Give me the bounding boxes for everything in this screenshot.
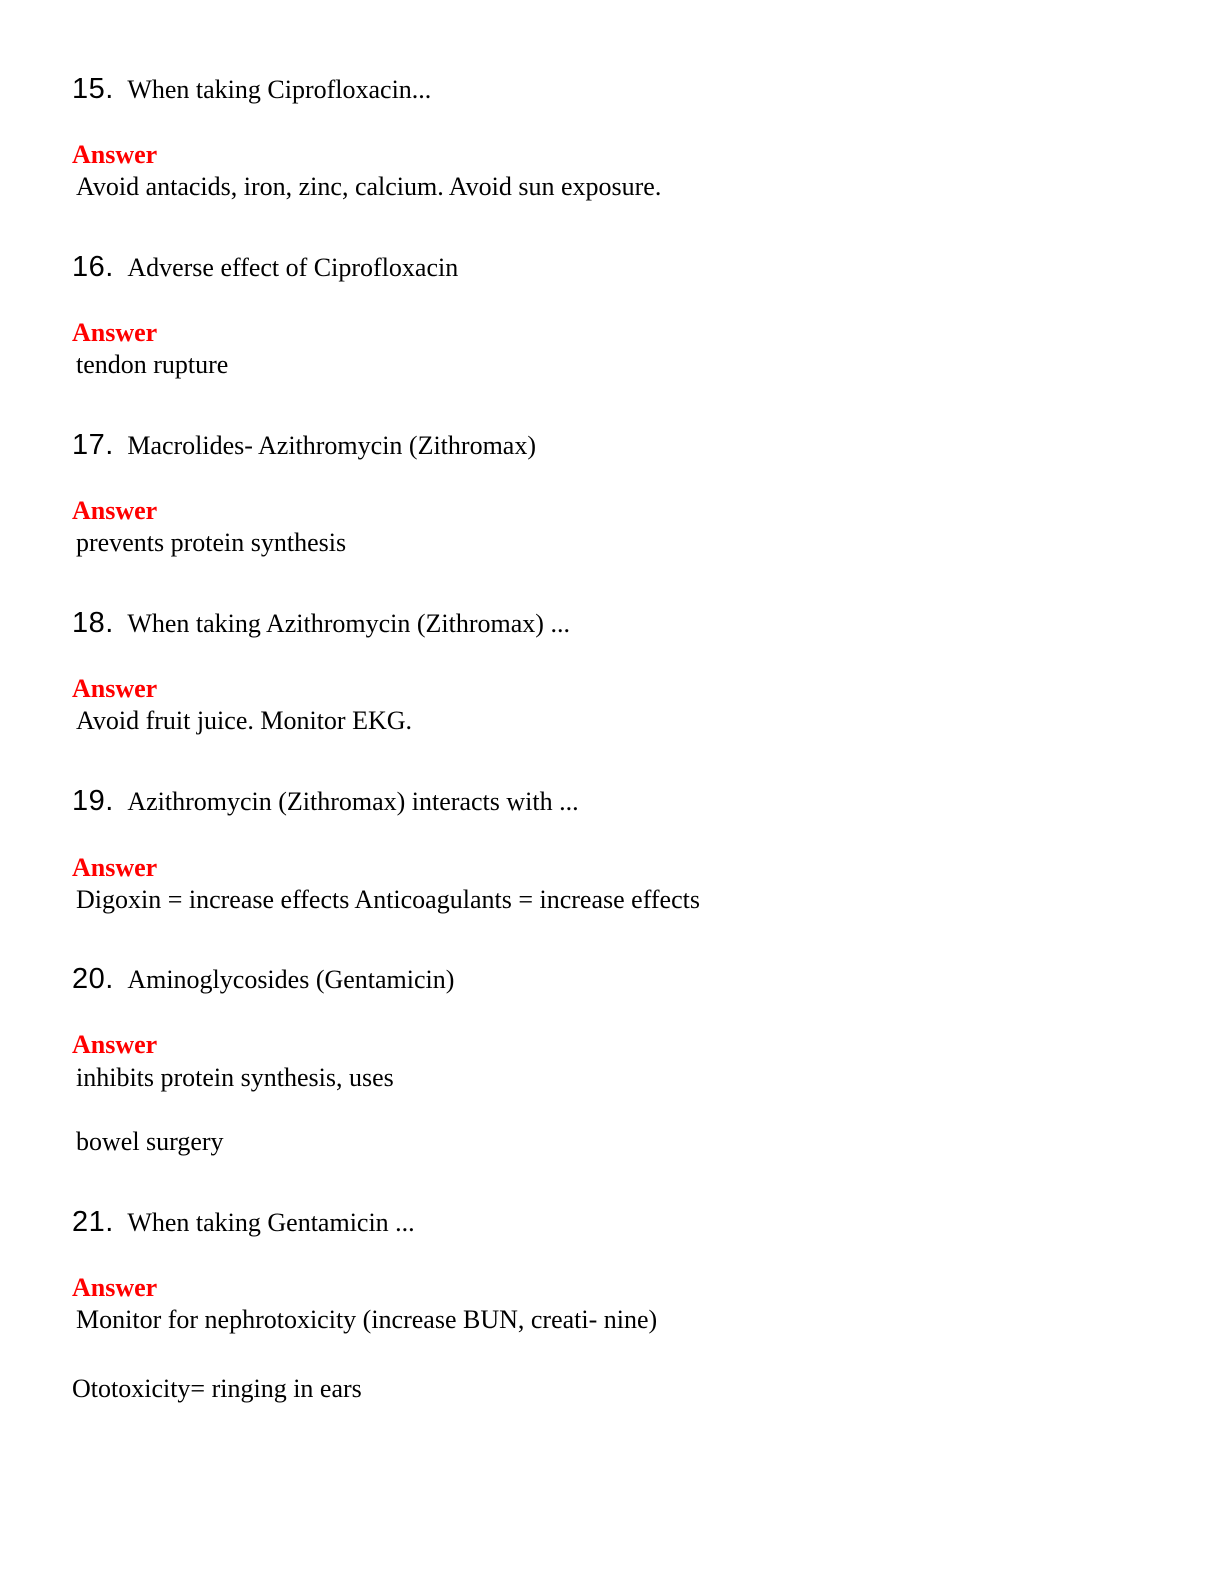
question-text: Macrolides- Azithromycin (Zithromax) bbox=[127, 431, 536, 460]
answer-text-continued: bowel surgery bbox=[76, 1127, 224, 1156]
question-text: When taking Azithromycin (Zithromax) ... bbox=[127, 609, 570, 638]
question-20 bbox=[72, 963, 454, 1003]
answer-text: Digoxin = increase effects Anticoagulants = increase effects bbox=[76, 885, 700, 914]
question-number: 17 bbox=[72, 429, 106, 461]
question-16 bbox=[72, 251, 458, 291]
question-21 bbox=[72, 1206, 415, 1246]
question-text: Aminoglycosides (Gentamicin) bbox=[127, 965, 455, 994]
question-18 bbox=[72, 607, 570, 647]
question-number-dot: . bbox=[105, 73, 114, 105]
question-number: 20 bbox=[72, 963, 106, 995]
question-number-dot: . bbox=[105, 1206, 114, 1238]
answer-text-continued: Ototoxicity= ringing in ears bbox=[72, 1374, 362, 1403]
question-number: 21 bbox=[72, 1206, 106, 1238]
question-text: Azithromycin (Zithromax) interacts with ... bbox=[127, 787, 579, 816]
answer-label: Answer bbox=[72, 853, 158, 882]
question-number-dot: . bbox=[105, 251, 114, 283]
question-text: When taking Gentamicin ... bbox=[127, 1208, 415, 1237]
question-number-dot: . bbox=[105, 607, 114, 639]
question-number: 16 bbox=[72, 251, 106, 283]
answer-text: Avoid antacids, iron, zinc, calcium. Avoid sun exposure. bbox=[76, 172, 662, 201]
answer-label: Answer bbox=[72, 1273, 158, 1302]
answer-text: inhibits protein synthesis, uses bbox=[76, 1063, 394, 1092]
question-text: Adverse effect of Ciprofloxacin bbox=[127, 253, 459, 282]
question-number: 18 bbox=[72, 607, 106, 639]
answer-label: Answer bbox=[72, 140, 158, 169]
question-number: 19 bbox=[72, 785, 106, 817]
question-19 bbox=[72, 785, 579, 825]
question-15 bbox=[72, 73, 431, 113]
answer-text: tendon rupture bbox=[76, 350, 229, 379]
answer-label: Answer bbox=[72, 1030, 158, 1059]
answer-text: Monitor for nephrotoxicity (increase BUN, creati- nine) bbox=[76, 1305, 658, 1334]
question-17 bbox=[72, 429, 536, 469]
question-number: 15 bbox=[72, 73, 106, 105]
question-number-dot: . bbox=[105, 785, 114, 817]
answer-text: prevents protein synthesis bbox=[76, 528, 347, 557]
question-number-dot: . bbox=[105, 963, 114, 995]
answer-text: Avoid fruit juice. Monitor EKG. bbox=[76, 706, 413, 735]
question-text: When taking Ciprofloxacin... bbox=[127, 75, 432, 104]
answer-label: Answer bbox=[72, 496, 158, 525]
question-number-dot: . bbox=[105, 429, 114, 461]
answer-label: Answer bbox=[72, 674, 158, 703]
answer-label: Answer bbox=[72, 318, 158, 347]
